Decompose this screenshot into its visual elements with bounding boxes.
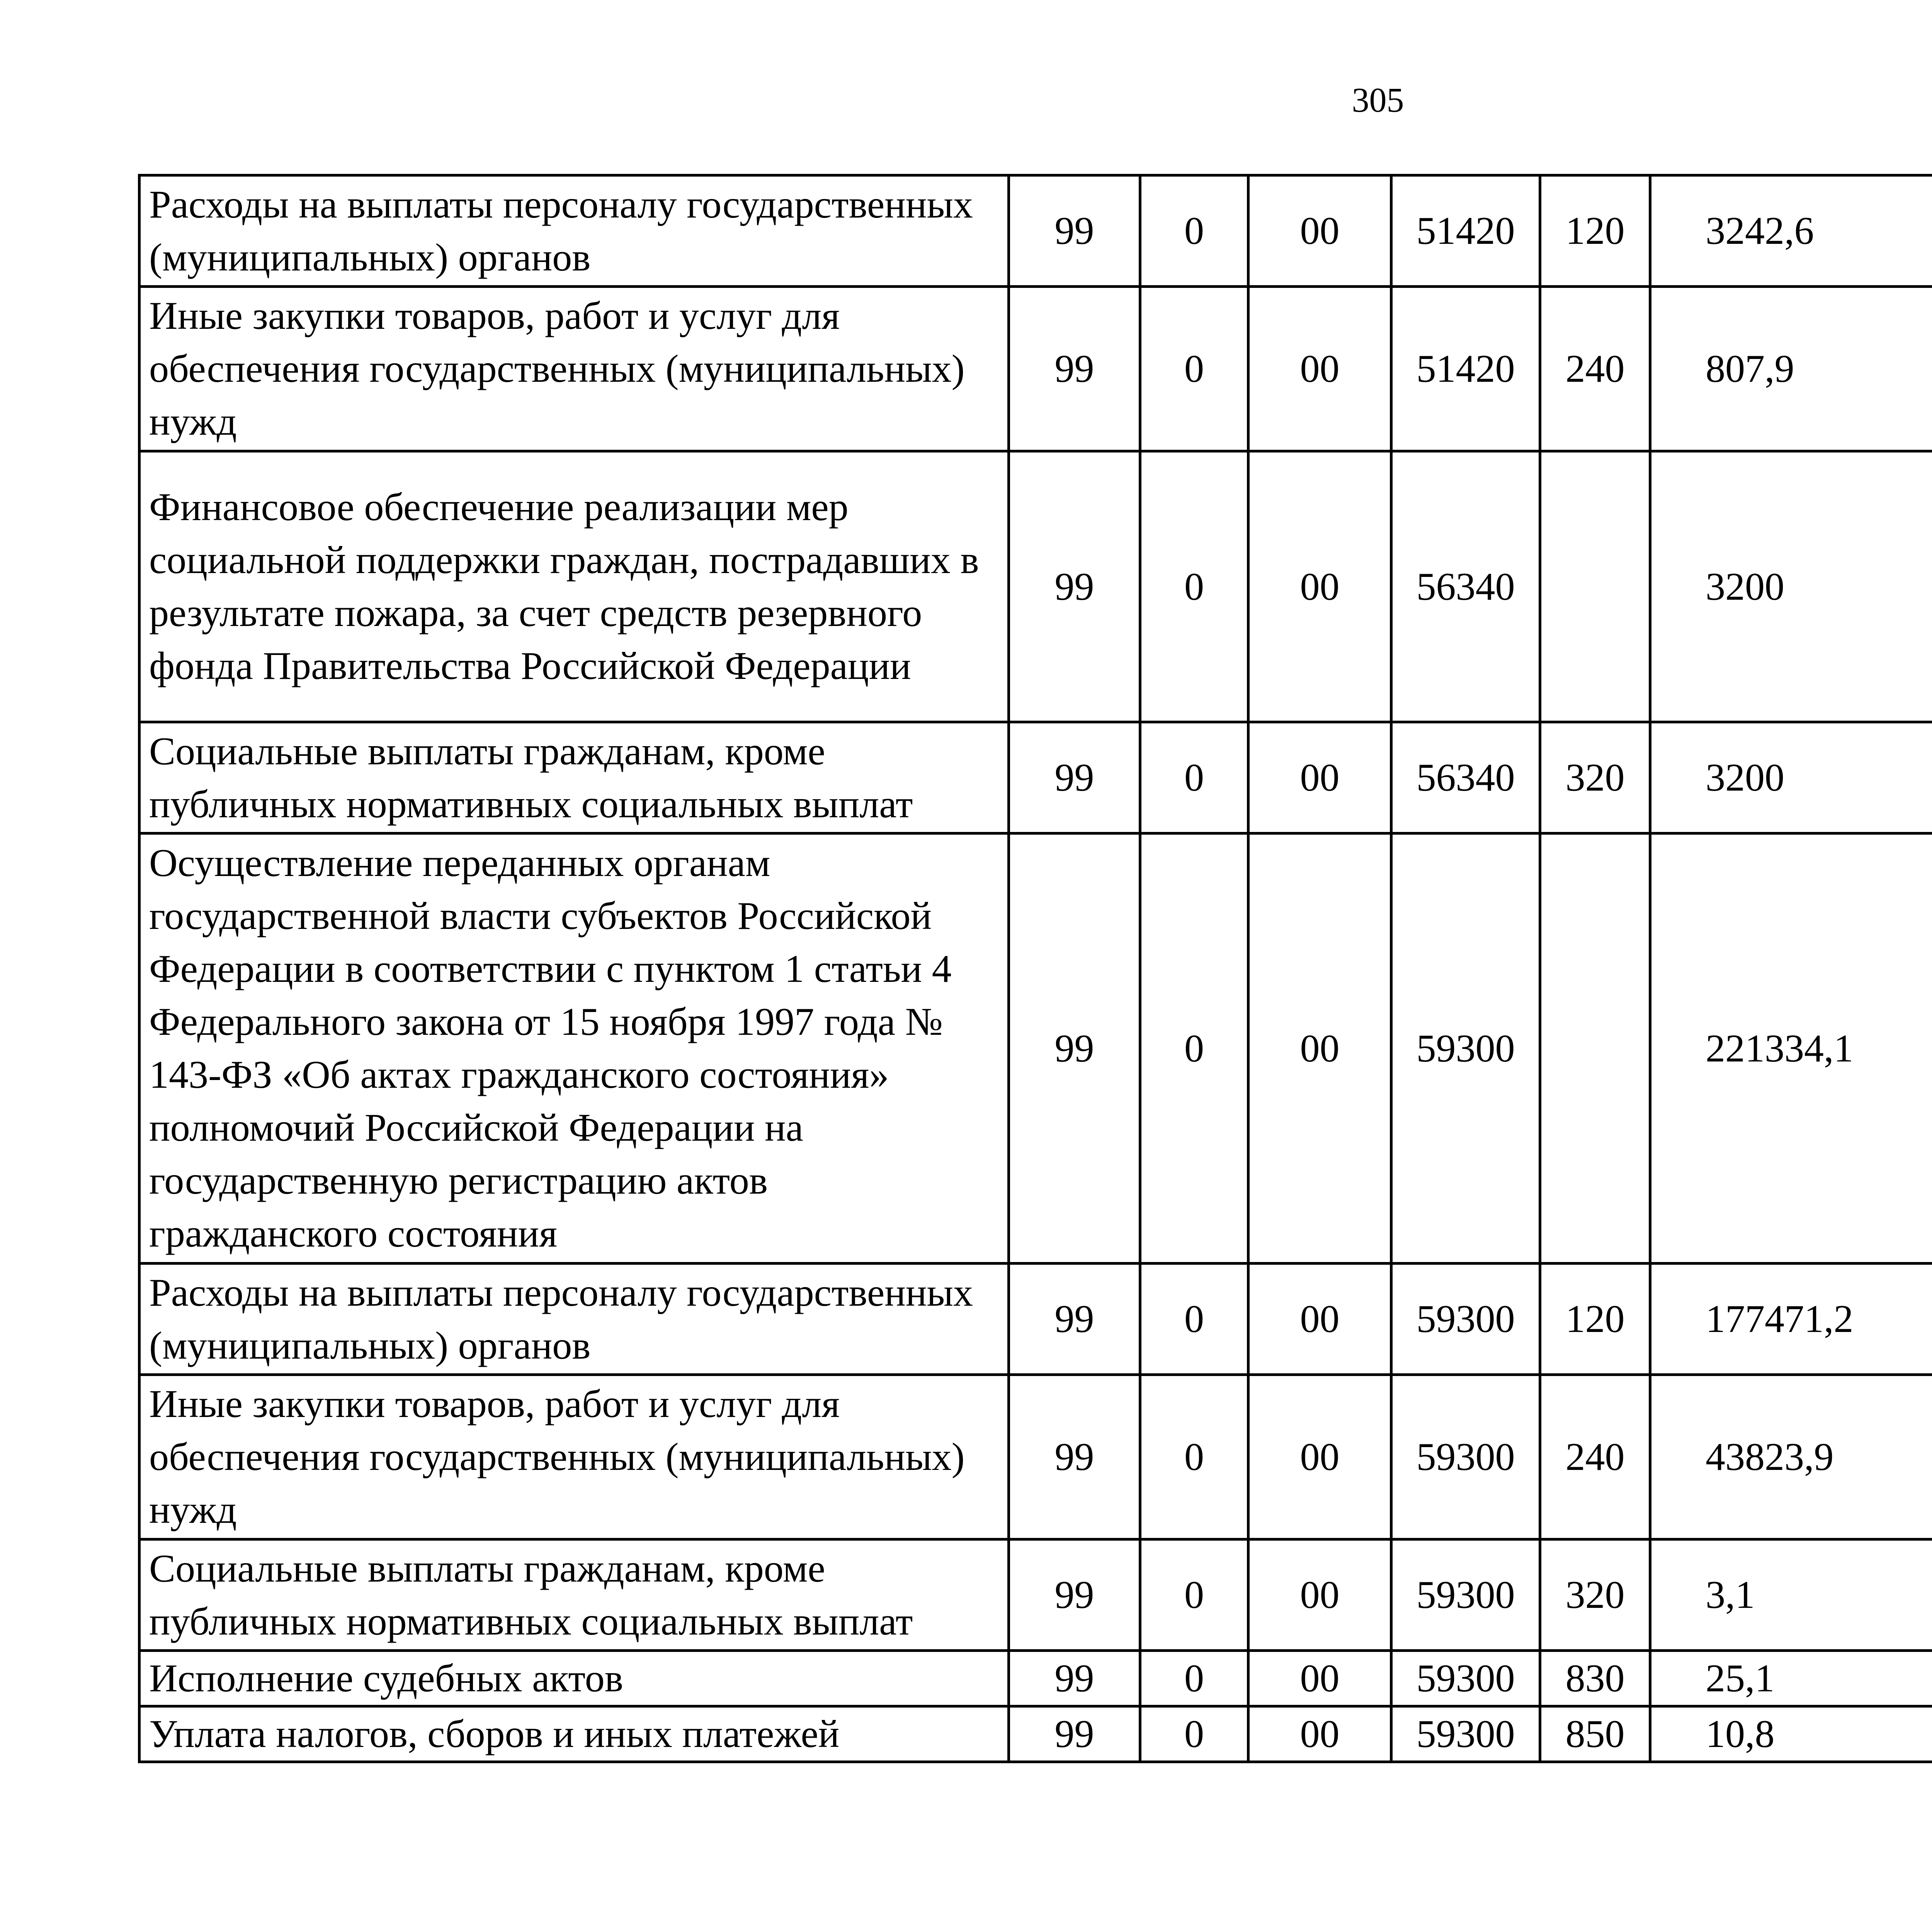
amount-year-1: 3242,6 [1650, 175, 1932, 287]
program-code: 99 [1009, 451, 1140, 722]
expense-type-code: 850 [1540, 1706, 1650, 1762]
row-name: Расходы на выплаты персоналу государственных (муниципальных) органов [139, 1264, 1009, 1375]
row-name: Расходы на выплаты персоналу государственных (муниципальных) органов [139, 175, 1009, 287]
program-code: 99 [1009, 1375, 1140, 1539]
amount-year-1: 43823,9 [1650, 1375, 1932, 1539]
group-code: 00 [1248, 1264, 1391, 1375]
amount-year-1: 25,1 [1650, 1651, 1932, 1706]
subprogram-code: 0 [1140, 833, 1248, 1264]
program-code: 99 [1009, 1706, 1140, 1762]
subprogram-code: 0 [1140, 287, 1248, 451]
amount-year-1: 3,1 [1650, 1539, 1932, 1651]
direction-code: 59300 [1391, 1264, 1540, 1375]
amount-year-1: 807,9 [1650, 287, 1932, 451]
expense-type-code: 240 [1540, 1375, 1650, 1539]
group-code: 00 [1248, 1375, 1391, 1539]
page-number: 305 [1352, 81, 1404, 119]
direction-code: 56340 [1391, 451, 1540, 722]
program-code: 99 [1009, 833, 1140, 1264]
program-code: 99 [1009, 1539, 1140, 1651]
amount-year-1: 3200 [1650, 722, 1932, 833]
table-row [139, 1264, 1932, 1375]
subprogram-code: 0 [1140, 175, 1248, 287]
expense-type-code: 320 [1540, 1539, 1650, 1651]
amount-year-1: 3200 [1650, 451, 1932, 722]
group-code: 00 [1248, 1706, 1391, 1762]
subprogram-code: 0 [1140, 1651, 1248, 1706]
subprogram-code: 0 [1140, 722, 1248, 833]
group-code: 00 [1248, 287, 1391, 451]
subprogram-code: 0 [1140, 1375, 1248, 1539]
expense-type-code: 320 [1540, 722, 1650, 833]
subprogram-code: 0 [1140, 1264, 1248, 1375]
row-name: Уплата налогов, сборов и иных платежей [139, 1706, 1009, 1762]
program-code: 99 [1009, 175, 1140, 287]
program-code: 99 [1009, 722, 1140, 833]
table-row [139, 1706, 1932, 1762]
direction-code: 59300 [1391, 1706, 1540, 1762]
direction-code: 51420 [1391, 175, 1540, 287]
table-row [139, 287, 1932, 451]
group-code: 00 [1248, 1539, 1391, 1651]
direction-code: 51420 [1391, 287, 1540, 451]
expense-type-code: 120 [1540, 1264, 1650, 1375]
subprogram-code: 0 [1140, 451, 1248, 722]
row-name: Осуществление переданных органам государственной власти субъектов Российской Федерации в соответствии с пунктом 1 статьи 4 Федерального закона от 15 ноября 1997 года № 143-ФЗ «Об актах гражданского состояния» полномочий Российской Федерации на государственную регистрацию актов гражданского состояния [139, 833, 1009, 1264]
table-row [139, 1651, 1932, 1706]
amount-year-1: 10,8 [1650, 1706, 1932, 1762]
direction-code: 59300 [1391, 833, 1540, 1264]
expense-type-code [1540, 833, 1650, 1264]
program-code: 99 [1009, 1264, 1140, 1375]
amount-year-1: 221334,1 [1650, 833, 1932, 1264]
subprogram-code: 0 [1140, 1706, 1248, 1762]
row-name: Социальные выплаты гражданам, кроме публичных нормативных социальных выплат [139, 1539, 1009, 1651]
table-row [139, 1375, 1932, 1539]
direction-code: 59300 [1391, 1651, 1540, 1706]
table-row [139, 833, 1932, 1264]
group-code: 00 [1248, 833, 1391, 1264]
budget-table [138, 174, 1932, 1763]
row-name: Иные закупки товаров, работ и услуг для обеспечения государственных (муниципальных) нужд [139, 1375, 1009, 1539]
amount-year-1: 177471,2 [1650, 1264, 1932, 1375]
expense-type-code: 240 [1540, 287, 1650, 451]
program-code: 99 [1009, 287, 1140, 451]
group-code: 00 [1248, 451, 1391, 722]
expense-type-code: 830 [1540, 1651, 1650, 1706]
row-name: Исполнение судебных актов [139, 1651, 1009, 1706]
direction-code: 56340 [1391, 722, 1540, 833]
expense-type-code [1540, 451, 1650, 722]
row-name: Иные закупки товаров, работ и услуг для обеспечения государственных (муниципальных) нужд [139, 287, 1009, 451]
group-code: 00 [1248, 1651, 1391, 1706]
group-code: 00 [1248, 175, 1391, 287]
row-name: Социальные выплаты гражданам, кроме публичных нормативных социальных выплат [139, 722, 1009, 833]
expense-type-code: 120 [1540, 175, 1650, 287]
subprogram-code: 0 [1140, 1539, 1248, 1651]
group-code: 00 [1248, 722, 1391, 833]
row-name: Финансовое обеспечение реализации мер социальной поддержки граждан, пострадавших в результате пожара, за счет средств резервного фонда Правительства Российской Федерации [139, 451, 1009, 722]
table-row [139, 451, 1932, 722]
table-row [139, 1539, 1932, 1651]
direction-code: 59300 [1391, 1539, 1540, 1651]
direction-code: 59300 [1391, 1375, 1540, 1539]
table-row [139, 722, 1932, 833]
program-code: 99 [1009, 1651, 1140, 1706]
table-row [139, 175, 1932, 287]
